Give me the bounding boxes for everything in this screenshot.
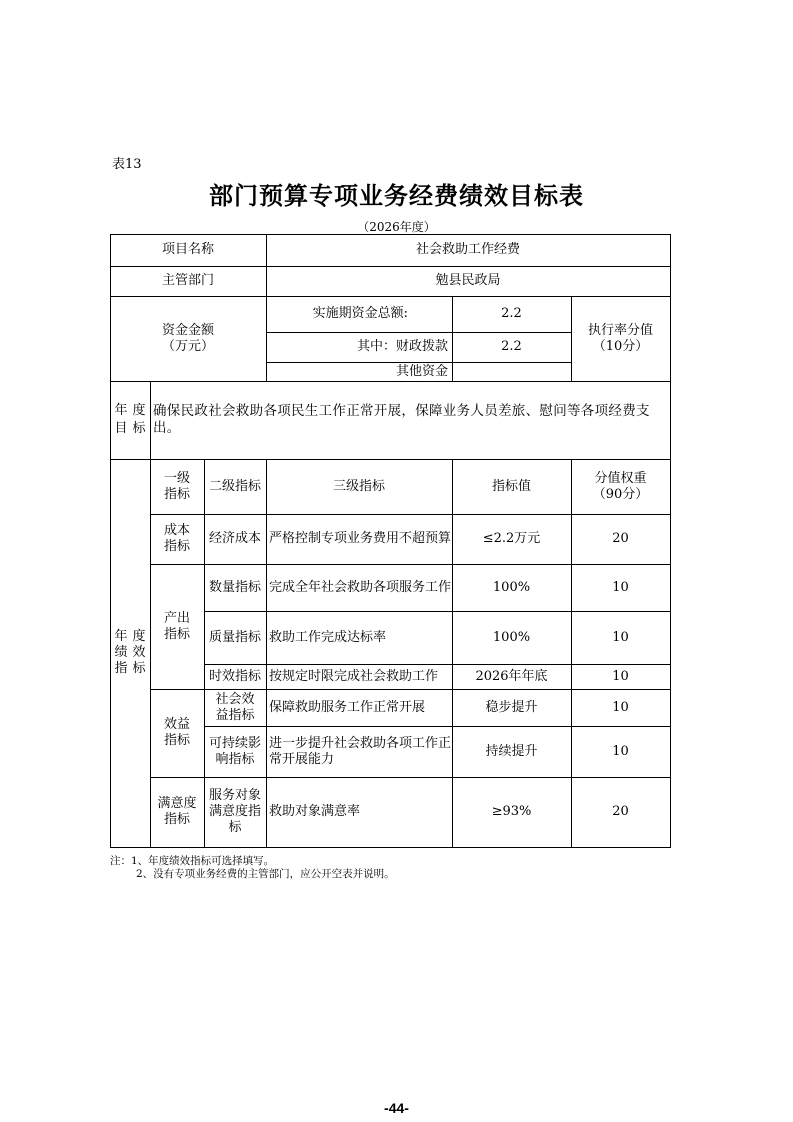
exec-rate-label: 执行率分值 [587, 322, 653, 338]
row-score: 10 [612, 743, 629, 759]
row-level3: 严格控制专项业务费用不超预算 [269, 531, 452, 546]
row-value: 稳步提升 [485, 699, 538, 715]
other-funding-label: 其他资金 [395, 363, 448, 379]
annual-goal-label [110, 381, 150, 459]
header-level3: 三级指标 [332, 478, 385, 494]
header-value: 指标值 [491, 478, 531, 494]
annual-goal-text: 确保民政社会救助各项民生工作正常开展，保障业务人员差旅、慰问等各项经费支出。 [153, 403, 650, 436]
year-label: （2026年度） [357, 220, 436, 234]
row-score: 10 [612, 579, 629, 595]
row-score: 10 [612, 699, 629, 715]
level1-output: 产出指标 [163, 610, 190, 642]
row-level3: 按规定时限完成社会救助工作 [269, 668, 439, 684]
department-label: 主管部门 [161, 273, 214, 288]
level1-benefit: 效益指标 [163, 717, 190, 748]
annual-goal-char-2: 度 [132, 403, 146, 418]
row-score: 10 [612, 668, 629, 684]
indicator-char-3: 绩 [114, 645, 128, 660]
annual-goal-char-3: 目 [114, 421, 128, 436]
header-level1: 一级指标 [163, 470, 190, 502]
project-name-label: 项目名称 [161, 242, 214, 257]
row-value: ≤2.2万元 [482, 531, 541, 546]
header-level2: 二级指标 [208, 478, 261, 494]
annual-goal-char-1: 年 [114, 403, 128, 418]
other-funding-value [452, 362, 571, 381]
footnote-2: 2、没有专项业务经费的主管部门，应公开空表并说明。 [136, 868, 395, 880]
fiscal-funding-value: 2.2 [501, 339, 522, 354]
row-value: 100% [492, 629, 531, 645]
header-weight-cell [571, 459, 670, 514]
funding-label: 资金金额 [161, 322, 214, 338]
project-name-value: 社会救助工作经费 [415, 242, 520, 257]
indicator-char-1: 年 [114, 629, 128, 644]
funding-unit: （万元） [161, 338, 214, 354]
row-score: 20 [612, 531, 629, 546]
row-level3: 进一步提升社会救助各项工作正常开展能力 [269, 735, 452, 767]
row-value: 持续提升 [485, 743, 538, 759]
level1-cost: 成本指标 [163, 523, 190, 554]
row-value: ≥93% [491, 804, 532, 819]
row-level2: 经济成本 [208, 531, 261, 546]
indicator-char-5: 指 [114, 661, 128, 676]
page-number: -44- [384, 1100, 409, 1116]
row-level3: 保障救助服务工作正常开展 [269, 699, 426, 715]
indicator-char-2: 度 [132, 629, 146, 644]
exec-rate-cell [571, 296, 670, 381]
department-value: 勉县民政局 [435, 273, 501, 288]
row-level2: 服务对象满意度指标 [208, 788, 261, 835]
header-weight-total: （90分） [592, 486, 649, 502]
row-level3: 救助工作完成达标率 [269, 629, 387, 645]
level1-satisfaction: 满意度指标 [157, 796, 197, 827]
row-level2: 数量指标 [208, 579, 261, 595]
row-value: 100% [492, 579, 531, 595]
exec-rate-score: （10分） [592, 338, 649, 354]
total-funding-label: 实施期资金总额: [312, 306, 408, 321]
row-level2: 质量指标 [208, 629, 261, 645]
indicator-char-6: 标 [132, 661, 146, 676]
performance-indicators-label [110, 459, 150, 847]
row-level2: 社会效益指标 [215, 691, 255, 723]
row-level2: 可持续影响指标 [208, 735, 261, 767]
footnote-1: 注：1、年度绩效指标可选择填写。 [110, 855, 275, 867]
row-level2: 时效指标 [208, 668, 261, 684]
footnotes [110, 855, 395, 881]
total-funding-value: 2.2 [501, 306, 522, 321]
header-weight: 分值权重 [594, 470, 647, 486]
fiscal-funding-label: 其中：财政拨款 [356, 339, 448, 354]
page-title: 部门预算专项业务经费绩效目标表 [209, 182, 584, 210]
annual-goal-char-4: 标 [132, 421, 146, 436]
funding-label-cell [110, 296, 266, 381]
row-value: 2026年年底 [475, 668, 548, 684]
row-score: 20 [612, 804, 629, 819]
row-level3: 完成全年社会救助各项服务工作 [269, 579, 452, 595]
row-level3: 救助对象满意率 [269, 804, 361, 819]
indicator-char-4: 效 [132, 645, 146, 660]
row-score: 10 [612, 629, 629, 645]
table-label: 表13 [112, 157, 142, 172]
